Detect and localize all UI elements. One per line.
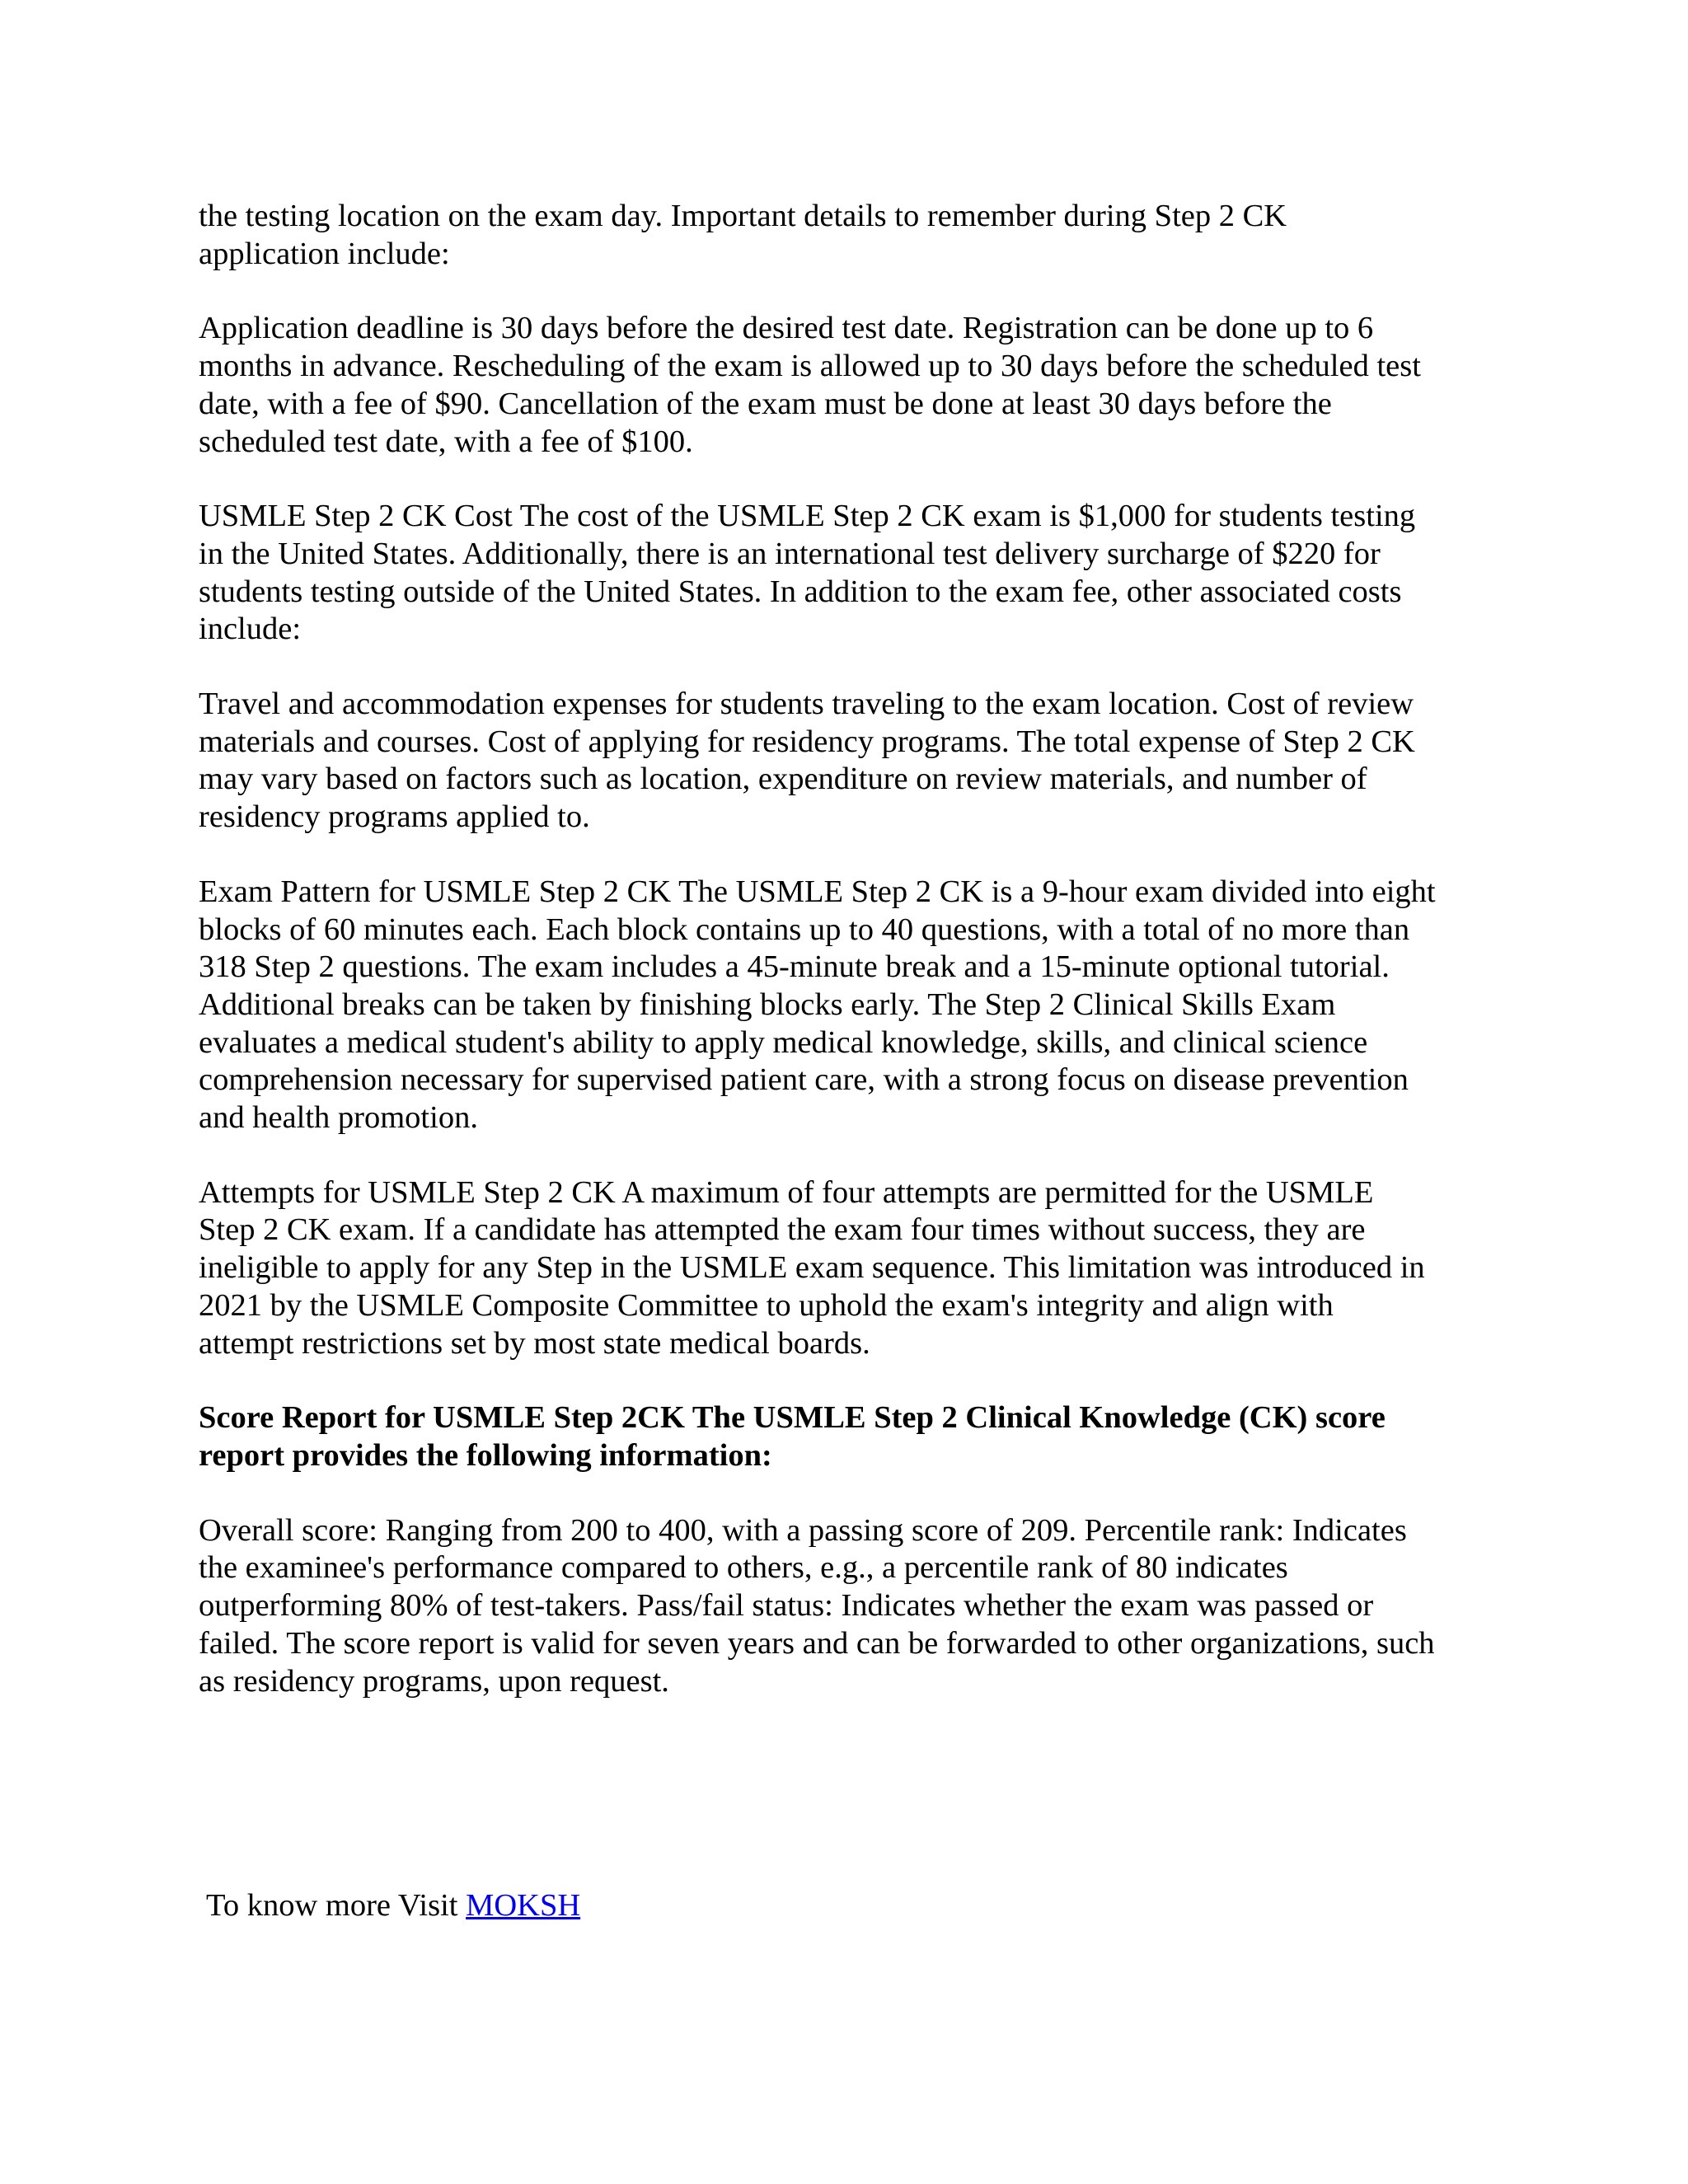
- paragraph-application-deadlines: Application deadline is 30 days before the desired test date. Registration can be done up to 6 months in advance. Rescheduling of the exam is allowed up to 30 days before the scheduled test date, with a fee of $90. Cancellation of the exam must be done at least 30 days before the scheduled test date, with a fee of $100.: [199, 311, 1421, 459]
- paragraph-attempts: Attempts for USMLE Step 2 CK A maximum of four attempts are permitted for the USMLE Step 2 CK exam. If a candidate has attempted the exam four times without success, they are ineligible to apply for any Step in the USMLE exam sequence. This limitation was introduced in 2021 by the USMLE Composite Committee to uphold the exam's integrity and align with attempt restrictions set by most state medical boards.: [199, 1174, 1425, 1361]
- paragraph-associated-costs: Travel and accommodation expenses for students traveling to the exam location. Cost of review materials and courses. Cost of applying for residency programs. The total expense of Step 2 CK may vary based on factors such as location, expenditure on review materials, and number of residency programs applied to.: [199, 687, 1415, 835]
- paragraph-exam-pattern: Exam Pattern for USMLE Step 2 CK The USMLE Step 2 CK is a 9-hour exam divided into eight blocks of 60 minutes each. Each block contains up to 40 questions, with a total of no more than 318 Step 2 questions. The exam includes a 45-minute break and a 15-minute optional tutorial. Additional breaks can be taken by finishing blocks early. The Step 2 Clinical Skills Exam evaluates a medical student's ability to apply medical knowledge, skills, and clinical science comprehension necessary for supervised patient care, with a strong focus on disease prevention and health promotion.: [199, 874, 1436, 1136]
- moksh-link[interactable]: MOKSH: [466, 1888, 581, 1923]
- footer-visit-line: [206, 1887, 580, 1925]
- document-body: [199, 198, 1517, 1700]
- score-report-heading: Score Report for USMLE Step 2CK The USMLE Step 2 Clinical Knowledge (CK) score report provides the following information:: [199, 1400, 1386, 1473]
- paragraph-application-intro: the testing location on the exam day. Important details to remember during Step 2 CK application include:: [199, 199, 1287, 271]
- paragraph-exam-cost: USMLE Step 2 CK Cost The cost of the USMLE Step 2 CK exam is $1,000 for students testing in the United States. Additionally, there is an international test delivery surcharge of $220 for students testing outside of the United States. In addition to the exam fee, other associated costs include:: [199, 499, 1416, 647]
- paragraph-score-details: Overall score: Ranging from 200 to 400, with a passing score of 209. Percentile rank: Indicates the examinee's performance compared to others, e.g., a percentile rank of 80 indicates outperforming 80% of test-takers. Pass/fail status: Indicates whether the exam was passed or failed. The score report is valid for seven years and can be forwarded to other organizations, such as residency programs, upon request.: [199, 1512, 1435, 1699]
- footer-prefix-text: To know more Visit: [206, 1888, 467, 1923]
